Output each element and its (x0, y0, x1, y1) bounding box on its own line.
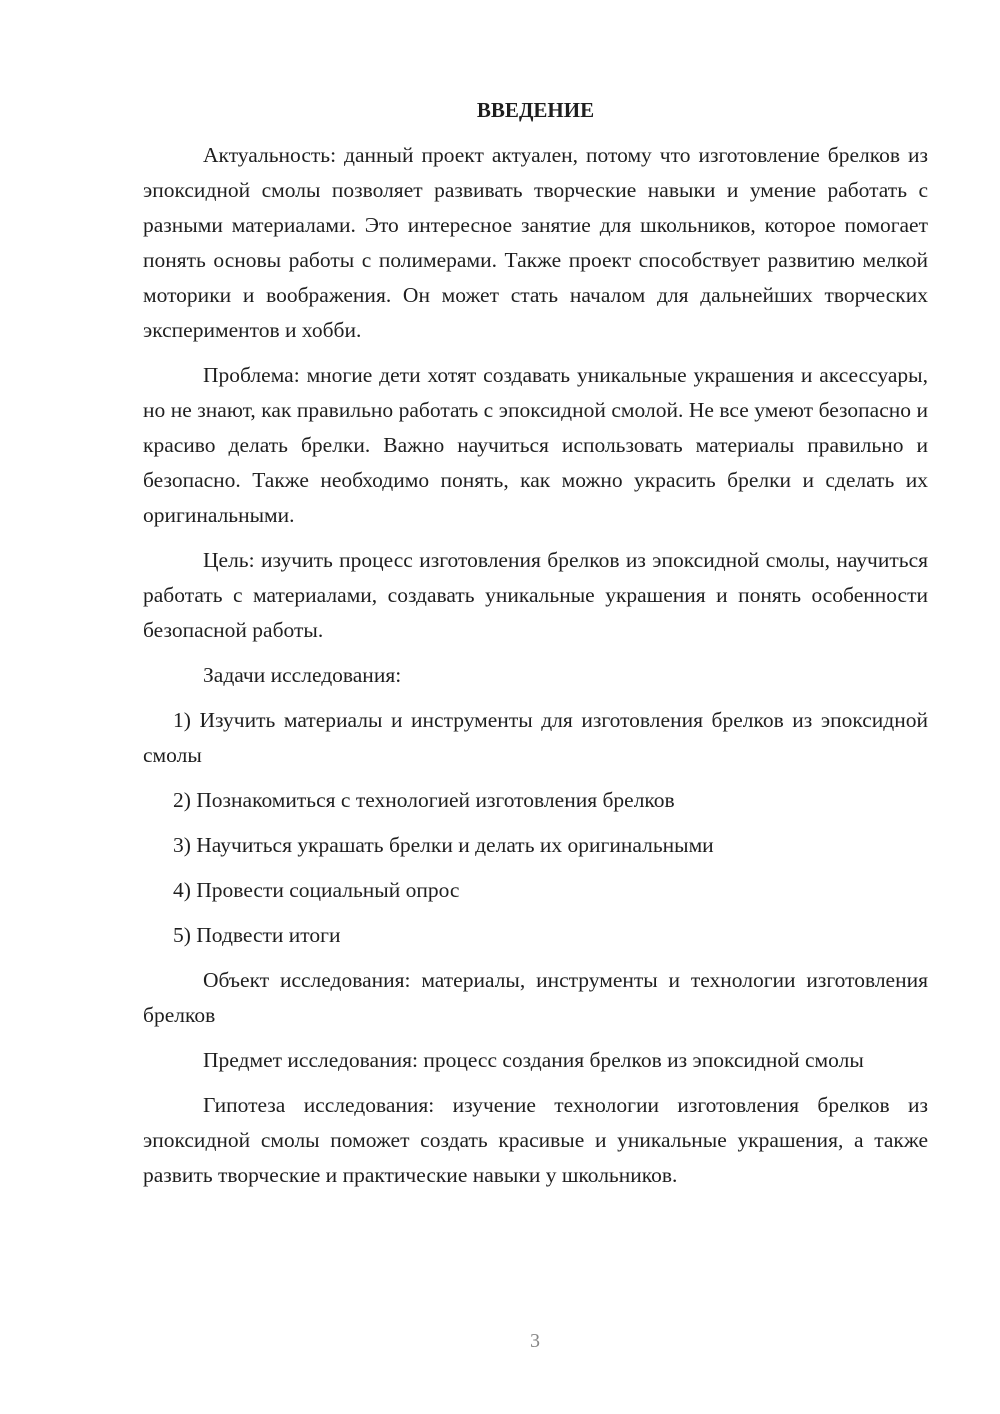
subject-paragraph: Предмет исследования: процесс создания брелков из эпоксидной смолы (203, 1048, 864, 1072)
object-paragraph: Объект исследования: материалы, инструменты и технологии изготовления брелков (143, 968, 928, 1027)
task-item: 4) Провести социальный опрос (173, 878, 460, 902)
task-item: 5) Подвести итоги (173, 923, 341, 947)
task-item: 2) Познакомиться с технологией изготовления брелков (173, 788, 675, 812)
task-item: 1) Изучить материалы и инструменты для изготовления брелков из эпоксидной смолы (143, 708, 928, 767)
task-item: 3) Научиться украшать брелки и делать их оригинальными (173, 833, 714, 857)
relevance-paragraph: Актуальность: данный проект актуален, потому что изготовление брелков из эпоксидной смолы позволяет развивать творческие навыки и умение работать с разными материалами. Это интересное занятие для школьников, которое помогает понять основы работы с полимерами. Также проект способствует развитию мелкой моторики и воображения. Он может стать началом для дальнейших творческих экспериментов и хобби. (143, 143, 928, 342)
goal-paragraph: Цель: изучить процесс изготовления брелков из эпоксидной смолы, научиться работать с материалами, создавать уникальные украшения и понять особенности безопасной работы. (143, 548, 928, 642)
tasks-heading: Задачи исследования: (203, 663, 402, 687)
document-page (143, 92, 928, 1203)
section-title: ВВЕДЕНИЕ (476, 98, 595, 122)
hypothesis-paragraph: Гипотеза исследования: изучение технологии изготовления брелков из эпоксидной смолы поможет создать красивые и уникальные украшения, а также развить творческие и практические навыки у школьников. (143, 1093, 928, 1187)
tasks-list (143, 703, 928, 953)
page-number: 3 (530, 1330, 540, 1352)
problem-paragraph: Проблема: многие дети хотят создавать уникальные украшения и аксессуары, но не знают, как правильно работать с эпоксидной смолой. Не все умеют безопасно и красиво делать брелки. Важно научиться использовать материалы правильно и безопасно. Также необходимо понять, как можно украсить брелки и сделать их оригинальными. (143, 363, 928, 527)
